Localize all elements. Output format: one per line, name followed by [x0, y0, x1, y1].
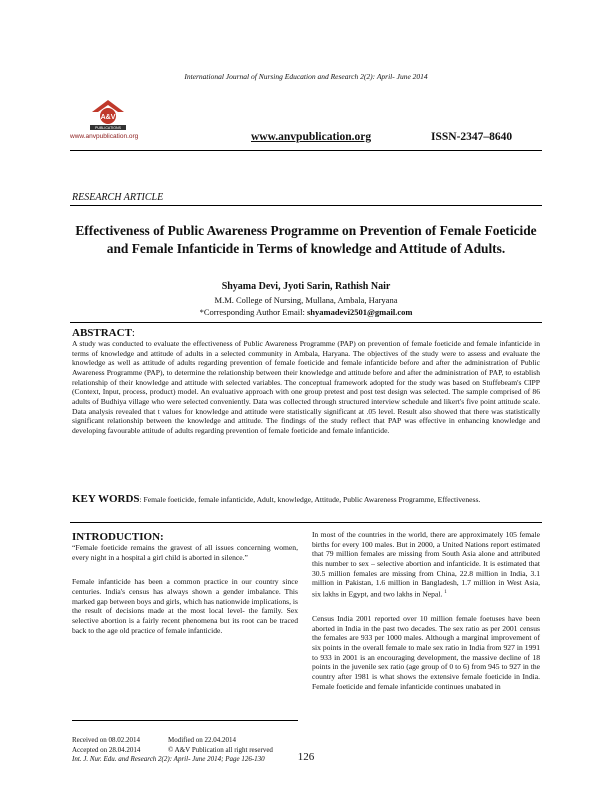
- corresponding-label: *Corresponding Author Email:: [199, 307, 305, 317]
- received-date: Received on 08.02.2014: [72, 736, 141, 744]
- intro-paragraph-2: In most of the countries in the world, there are approximately 105 female births for every 100 males. But in 2000, a United Nations report estimated that 79 million females are missing from South Asia alone and attributed this number to sex – selective abortion and infanticide. It is estimated that 30.5 million females are missing from China, 22.8 million in India, 3.1 million in Pakistan, 1.6 million in Bangladesh, 1.7 million in West Asia, six lakhs in Egypt, and two lakhs in Nepal. $^1$: [312, 530, 540, 599]
- accepted-date: Accepted on 28.04.2014: [72, 745, 141, 754]
- authors: Shyama Devi, Jyoti Sarin, Rathish Nair: [221, 281, 391, 292]
- logo-subtext: PUBLICATIONS: [94, 126, 122, 130]
- article-title: Effectiveness of Public Awareness Programme on Prevention of Female Foeticide and Female Infanticide in Terms of knowledge and Attitude of Adults.: [75, 223, 537, 256]
- site-link[interactable]: www.anvpublication.org: [251, 131, 372, 143]
- abstract-colon: :: [131, 327, 135, 339]
- article-type: RESEARCH ARTICLE: [72, 192, 164, 203]
- article-type-rule: [70, 205, 542, 206]
- left-column: [72, 543, 298, 635]
- corresponding-email[interactable]: shyamadevi2501@gmail.com: [307, 307, 413, 317]
- abstract-heading: ABSTRACT:: [72, 327, 135, 339]
- keywords: [72, 493, 540, 506]
- right-column: [312, 530, 540, 691]
- intro-paragraph-1: Female infanticide has been a common practice in our country since centuries. India's census has always shown a gender imbalance. This marked gap between boys and girls, which has nationwide implications, is the result of decisions made at the most local level- the family. Sex selective abortion is a fairly recent phenomena but its root can be traced back to the age old practice of female infanticide.: [72, 577, 298, 635]
- journal-header: International Journal of Nursing Education and Research 2(2): April- June 2014: [184, 72, 428, 81]
- rights: © A&V Publication all right reserved: [168, 745, 273, 754]
- citation: Int. J. Nur. Edu. and Research 2(2): April- June 2014; Page 126-130: [72, 755, 265, 764]
- keywords-text: : Female foeticide, female infanticide, Adult, knowledge, Attitude, Public Awareness Programme, Effectiveness.: [139, 495, 481, 504]
- introduction-heading: INTRODUCTION:: [72, 531, 164, 543]
- abstract-rule: [70, 322, 542, 323]
- affiliation: M.M. College of Nursing, Mullana, Ambala, Haryana: [214, 295, 398, 305]
- keywords-rule: [70, 522, 542, 523]
- corresponding-author: [70, 307, 542, 317]
- issn: ISSN-2347–8640: [431, 131, 513, 143]
- intro-quote: “Female foeticide remains the gravest of all issues concerning women, every night in a hospital a girl child is aborted in silence.”: [72, 543, 298, 562]
- abstract-body: A study was conducted to evaluate the effectiveness of Public Awareness Programme (PAP) on prevention of female foeticide and female infanticide in terms of knowledge and attitude of adults in a selected community in Ambala, Haryana. The objectives of the study were to assess and evaluate the knowledge as well as attitude of adults regarding prevention of female foeticide and female infanticide before and after the administration of Public Awareness Programme (PAP), to determine the relationship between their knowledge and attitude before and after the administration of PAP, to establish relationship of their knowledge and attitude with selected variables. The conceptual framework adopted for the study was based on Stuffebeam's CIPP (Context, Input, process, product) model. An evaluative approach with one group pretest and post test design was selected. The sample comprised of 86 adults of Budhiya village who were selected conveniently. Data was collected through structured interview schedule and likert's five point attitude scale. Data analysis revealed that t values for knowledge and attitude were statistically significant at .05 level. Result also showed that there was statistically significant relationship between the knowledge and attitude. The findings of the study reflect that PAP was effective in enhancing knowledge and developing favourable attitude of adults regarding prevention of female foeticide and female infanticide.: [72, 339, 540, 435]
- logo-text: A&V: [100, 114, 116, 121]
- page-number: 126: [297, 751, 315, 763]
- logo-url: www.anvpublication.org: [70, 133, 139, 140]
- keywords-label: KEY WORDS: [72, 493, 140, 505]
- dates-rule: [72, 720, 298, 721]
- modified-date: Modified on 22.04.2014: [168, 736, 237, 744]
- citation-superscript: 1: [444, 589, 447, 595]
- intro-paragraph-3: Census India 2001 reported over 10 million female foetuses have been aborted in India in the past two decades. The sex ratio as per 2001 census the females are 933 per 1000 males. Although a marginal improvement of six points in the overall female to male sex ratio in India from 927 in 1991 to 933 in 2001 is an encouraging development, the massive decline of 18 points in the juvenile sex ratio (age group of 0 to 6) from 945 to 927 in the country after 1981 is what shows the extensive female foeticide in India. Female foeticide and female infanticide continues unabated in: [312, 614, 540, 691]
- header-rule: [70, 150, 542, 151]
